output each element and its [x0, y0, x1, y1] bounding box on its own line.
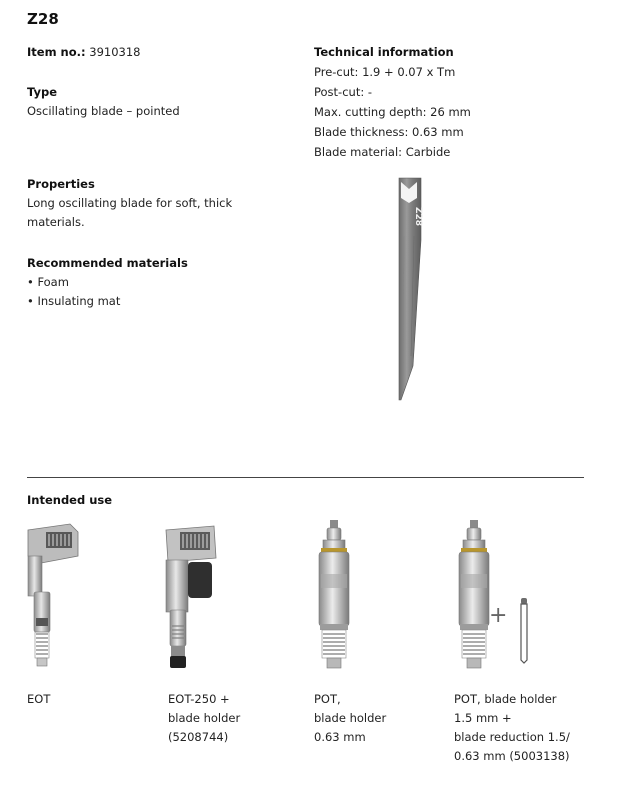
blade-label: Z28 — [413, 207, 423, 227]
recommended-item-1: • Foam — [27, 275, 69, 289]
technical-line-3: Max. cutting depth: 26 mm — [314, 105, 471, 119]
tool-caption-line: EOT — [27, 692, 51, 706]
tool-caption-eot — [27, 690, 50, 709]
technical-line-4: Blade thickness: 0.63 mm — [314, 125, 464, 139]
tool-caption-line: blade holder — [168, 711, 241, 725]
tool-caption-line: 1.5 mm + — [454, 711, 512, 725]
tool-caption-line: POT, — [314, 692, 341, 706]
recommended-heading: Recommended materials — [27, 256, 188, 270]
page-title: Z28 — [27, 10, 59, 28]
item-number-value: 3910318 — [89, 45, 141, 59]
item-number — [27, 42, 277, 62]
tool-caption-line: 0.63 mm (5003138) — [454, 749, 570, 763]
tool-caption-eot250 — [168, 690, 240, 747]
properties-line-2: materials. — [27, 215, 85, 229]
tool-caption-line: blade holder — [314, 711, 387, 725]
properties-line-1: Long oscillating blade for soft, thick — [27, 196, 233, 210]
tool-eot250-image — [158, 522, 224, 670]
tool-caption-line: 0.63 mm — [314, 730, 366, 744]
tool-caption-line: (5208744) — [168, 730, 229, 744]
technical-line-5: Blade material: Carbide — [314, 145, 451, 159]
section-divider — [27, 477, 584, 478]
tool-caption-line: POT, blade holder — [454, 692, 557, 706]
tool-eot-image — [22, 522, 88, 670]
tool-pot-image — [308, 518, 360, 670]
blade-reduction-image — [516, 596, 532, 664]
type-value: Oscillating blade – pointed — [27, 104, 180, 118]
type-heading: Type — [27, 85, 58, 99]
item-number-label: Item no.: — [27, 45, 86, 59]
intended-use-heading: Intended use — [27, 493, 113, 507]
tool-pot-reduction-image — [448, 518, 500, 670]
tool-caption-line: EOT-250 + — [168, 692, 230, 706]
tool-caption-pot-reduction — [454, 690, 570, 766]
tool-caption-line: blade reduction 1.5/ — [454, 730, 570, 744]
technical-line-2: Post-cut: - — [314, 85, 373, 99]
technical-heading: Technical information — [314, 45, 454, 59]
blade-image — [390, 176, 430, 402]
plus-sign: + — [489, 603, 508, 628]
recommended-item-2: • Insulating mat — [27, 294, 121, 308]
properties-heading: Properties — [27, 177, 95, 191]
technical-line-1: Pre-cut: 1.9 + 0.07 x Tm — [314, 65, 456, 79]
tool-caption-pot — [314, 690, 386, 747]
